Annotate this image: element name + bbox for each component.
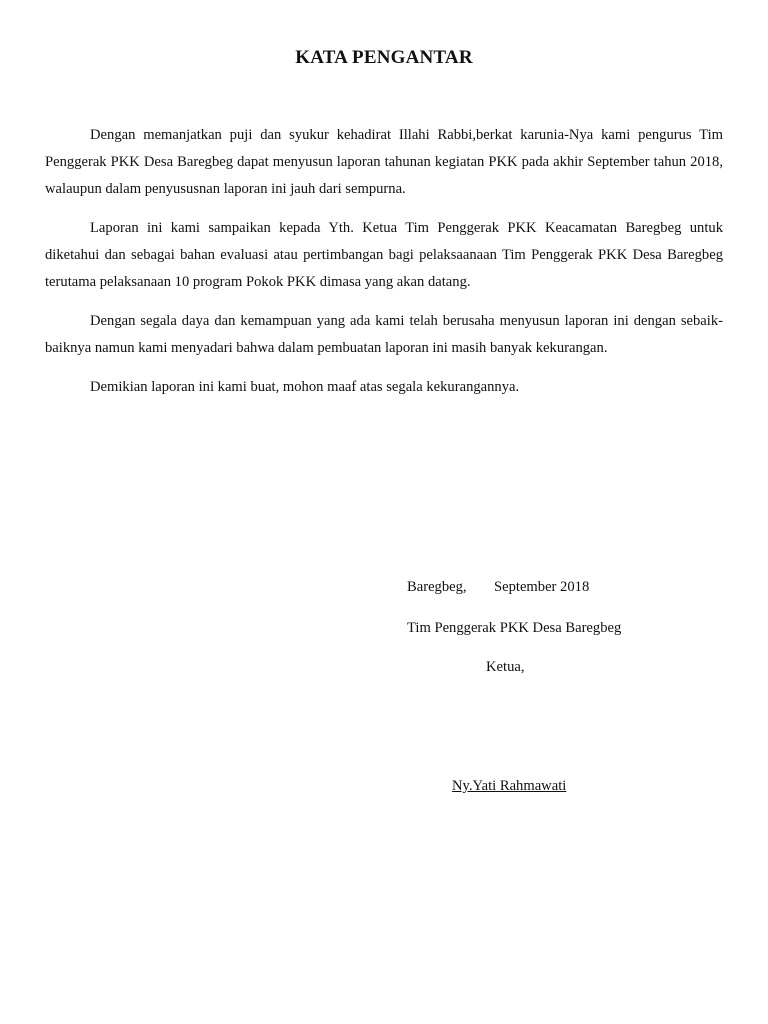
signature-date: September 2018 [494, 579, 590, 595]
signature-place: Baregbeg, [407, 579, 467, 595]
paragraph-3: Dengan segala daya dan kemampuan yang ada kami telah berusaha menyusun laporan ini dengan sebaik-baiknya namun kami menyadari bahwa dalam pembuatan laporan ini masih banyak kekurangan. [45, 313, 723, 356]
signer-name: Ny.Yati Rahmawati [452, 778, 567, 794]
paragraph-1: Dengan memanjatkan puji dan syukur kehadirat Illahi Rabbi,berkat karunia-Nya kami pengurus Tim Penggerak PKK Desa Baregbeg dapat menyusun laporan tahunan kegiatan PKK pada akhir September tahun 2018, walaupun dalam penyususnan laporan ini jauh dari sempurna. [45, 127, 723, 197]
page-title: KATA PENGANTAR [295, 47, 473, 68]
document-body [45, 122, 723, 413]
signature-role: Ketua, [486, 659, 525, 675]
paragraph-2: Laporan ini kami sampaikan kepada Yth. Ketua Tim Penggerak PKK Keacamatan Baregbeg untuk diketahui dan sebagai bahan evaluasi atau pertimbangan bagi pelaksaanaan Tim Penggerak PKK Desa Baregbeg terutama pelaksanaan 10 program Pokok PKK dimasa yang akan datang. [45, 220, 723, 290]
paragraph-4: Demikian laporan ini kami buat, mohon maaf atas segala kekurangannya. [90, 379, 520, 395]
signature-organization: Tim Penggerak PKK Desa Baregbeg [407, 620, 622, 636]
